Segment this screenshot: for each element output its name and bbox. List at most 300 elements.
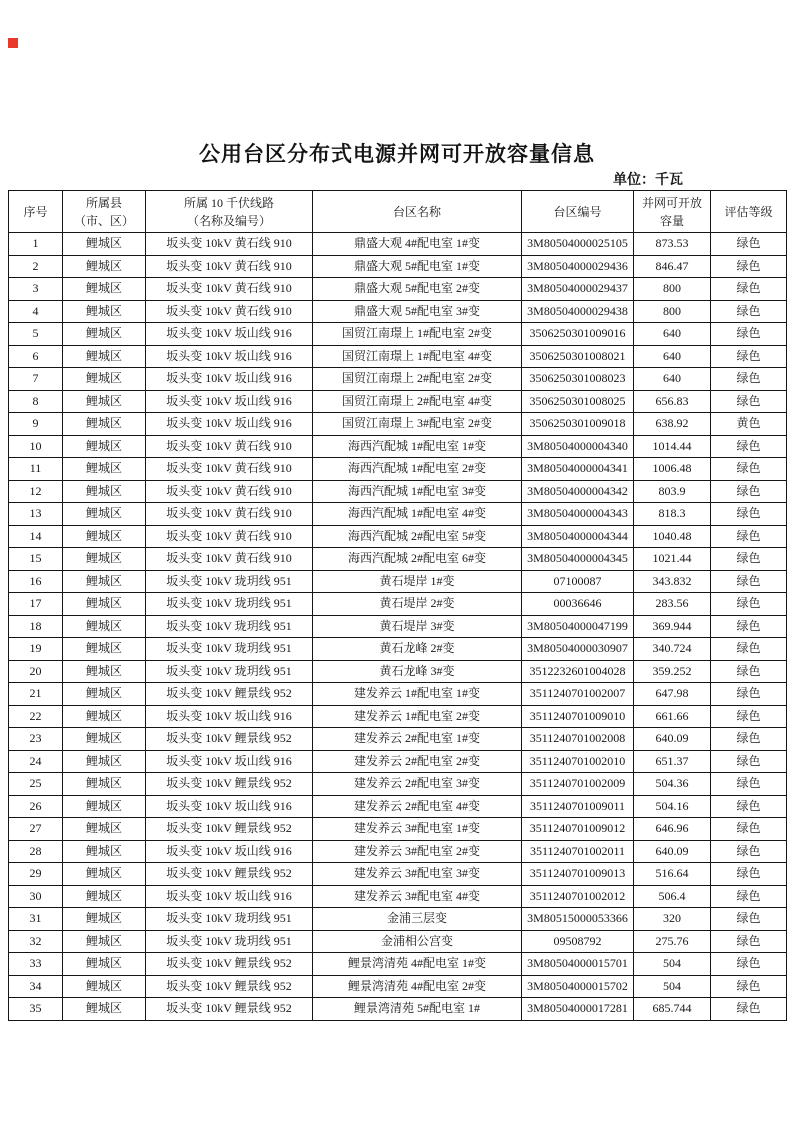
cell-station-id: 00036646 <box>522 593 634 616</box>
cell-capacity: 873.53 <box>634 233 711 256</box>
table-row <box>9 998 787 1021</box>
cell-county: 鲤城区 <box>63 953 146 976</box>
header-line-line2: （名称及编号） <box>186 213 271 228</box>
cell-seq: 13 <box>9 503 63 526</box>
cell-seq: 4 <box>9 300 63 323</box>
cell-capacity: 818.3 <box>634 503 711 526</box>
cell-capacity: 640 <box>634 345 711 368</box>
cell-station-id: 3511240701002008 <box>522 728 634 751</box>
table-row <box>9 323 787 346</box>
cell-station-id: 3511240701002011 <box>522 840 634 863</box>
cell-line: 坂头变 10kV 珑玥线 951 <box>146 660 313 683</box>
cell-capacity: 803.9 <box>634 480 711 503</box>
cell-capacity: 340.724 <box>634 638 711 661</box>
cell-station-name: 国贸江南璟上 1#配电室 2#变 <box>313 323 522 346</box>
cell-station-name: 建发养云 2#配电室 3#变 <box>313 773 522 796</box>
header-grade-label: 评估等级 <box>724 204 773 219</box>
cell-station-name: 鲤景湾清苑 5#配电室 1# <box>313 998 522 1021</box>
table-row <box>9 750 787 773</box>
cell-grade: 绿色 <box>711 638 787 661</box>
cell-seq: 23 <box>9 728 63 751</box>
cell-line: 坂头变 10kV 坂山线 916 <box>146 368 313 391</box>
table-row <box>9 278 787 301</box>
cell-grade: 绿色 <box>711 683 787 706</box>
cell-line: 坂头变 10kV 鲤景线 952 <box>146 975 313 998</box>
header-grade <box>711 191 787 233</box>
cell-grade: 绿色 <box>711 795 787 818</box>
cell-line: 坂头变 10kV 鲤景线 952 <box>146 728 313 751</box>
cell-seq: 18 <box>9 615 63 638</box>
header-station-id <box>522 191 634 233</box>
cell-capacity: 656.83 <box>634 390 711 413</box>
cell-station-id: 3M80504000030907 <box>522 638 634 661</box>
cell-station-id: 3M80504000004342 <box>522 480 634 503</box>
cell-station-name: 国贸江南璟上 3#配电室 2#变 <box>313 413 522 436</box>
cell-station-name: 黄石龙峰 2#变 <box>313 638 522 661</box>
cell-county: 鲤城区 <box>63 930 146 953</box>
cell-grade: 绿色 <box>711 953 787 976</box>
cell-grade: 绿色 <box>711 863 787 886</box>
page-title: 公用台区分布式电源并网可开放容量信息 <box>199 143 595 166</box>
cell-grade: 绿色 <box>711 525 787 548</box>
cell-county: 鲤城区 <box>63 795 146 818</box>
header-station-name <box>313 191 522 233</box>
cell-county: 鲤城区 <box>63 300 146 323</box>
cell-county: 鲤城区 <box>63 413 146 436</box>
cell-grade: 绿色 <box>711 998 787 1021</box>
cell-seq: 8 <box>9 390 63 413</box>
cell-grade: 绿色 <box>711 818 787 841</box>
cell-station-id: 3511240701009012 <box>522 818 634 841</box>
table-row <box>9 885 787 908</box>
cell-grade: 绿色 <box>711 975 787 998</box>
red-annotation-mark <box>8 38 18 48</box>
cell-capacity: 369.944 <box>634 615 711 638</box>
cell-line: 坂头变 10kV 坂山线 916 <box>146 345 313 368</box>
cell-seq: 29 <box>9 863 63 886</box>
cell-line: 坂头变 10kV 鲤景线 952 <box>146 773 313 796</box>
table-row <box>9 660 787 683</box>
cell-seq: 6 <box>9 345 63 368</box>
cell-capacity: 1006.48 <box>634 458 711 481</box>
cell-station-name: 黄石龙峰 3#变 <box>313 660 522 683</box>
cell-seq: 30 <box>9 885 63 908</box>
cell-line: 坂头变 10kV 珑玥线 951 <box>146 638 313 661</box>
cell-station-name: 建发养云 3#配电室 4#变 <box>313 885 522 908</box>
cell-seq: 5 <box>9 323 63 346</box>
cell-seq: 22 <box>9 705 63 728</box>
cell-seq: 28 <box>9 840 63 863</box>
header-capacity-line1: 并网可开放 <box>641 195 702 210</box>
table-row <box>9 773 787 796</box>
table-row <box>9 300 787 323</box>
cell-seq: 34 <box>9 975 63 998</box>
table-row <box>9 435 787 458</box>
table-row <box>9 953 787 976</box>
cell-seq: 31 <box>9 908 63 931</box>
cell-seq: 35 <box>9 998 63 1021</box>
cell-county: 鲤城区 <box>63 278 146 301</box>
cell-county: 鲤城区 <box>63 683 146 706</box>
table-row <box>9 795 787 818</box>
cell-county: 鲤城区 <box>63 638 146 661</box>
cell-county: 鲤城区 <box>63 570 146 593</box>
cell-county: 鲤城区 <box>63 750 146 773</box>
table-row <box>9 458 787 481</box>
cell-grade: 绿色 <box>711 233 787 256</box>
header-seq <box>9 191 63 233</box>
cell-station-id: 3511240701002007 <box>522 683 634 706</box>
cell-line: 坂头变 10kV 珑玥线 951 <box>146 930 313 953</box>
table-row <box>9 975 787 998</box>
cell-grade: 绿色 <box>711 458 787 481</box>
cell-county: 鲤城区 <box>63 728 146 751</box>
cell-grade: 绿色 <box>711 480 787 503</box>
table-row <box>9 480 787 503</box>
cell-seq: 24 <box>9 750 63 773</box>
cell-station-name: 金浦三层变 <box>313 908 522 931</box>
cell-line: 坂头变 10kV 黄石线 910 <box>146 503 313 526</box>
cell-line: 坂头变 10kV 坂山线 916 <box>146 323 313 346</box>
cell-line: 坂头变 10kV 黄石线 910 <box>146 525 313 548</box>
cell-county: 鲤城区 <box>63 458 146 481</box>
table-row <box>9 548 787 571</box>
cell-capacity: 651.37 <box>634 750 711 773</box>
cell-station-id: 3M80504000025105 <box>522 233 634 256</box>
cell-line: 坂头变 10kV 黄石线 910 <box>146 300 313 323</box>
cell-seq: 2 <box>9 255 63 278</box>
cell-seq: 14 <box>9 525 63 548</box>
cell-seq: 3 <box>9 278 63 301</box>
table-row <box>9 503 787 526</box>
cell-station-id: 3M80504000017281 <box>522 998 634 1021</box>
cell-county: 鲤城区 <box>63 368 146 391</box>
header-county-line2: （市、区） <box>73 213 134 228</box>
cell-seq: 7 <box>9 368 63 391</box>
cell-county: 鲤城区 <box>63 773 146 796</box>
cell-line: 坂头变 10kV 坂山线 916 <box>146 795 313 818</box>
cell-grade: 绿色 <box>711 390 787 413</box>
cell-grade: 绿色 <box>711 840 787 863</box>
cell-capacity: 504 <box>634 953 711 976</box>
table-row <box>9 840 787 863</box>
cell-station-name: 建发养云 3#配电室 1#变 <box>313 818 522 841</box>
cell-grade: 绿色 <box>711 278 787 301</box>
cell-line: 坂头变 10kV 坂山线 916 <box>146 390 313 413</box>
table-row <box>9 705 787 728</box>
cell-grade: 绿色 <box>711 615 787 638</box>
cell-capacity: 685.744 <box>634 998 711 1021</box>
cell-station-id: 3M80504000004340 <box>522 435 634 458</box>
table-row <box>9 863 787 886</box>
cell-capacity: 359.252 <box>634 660 711 683</box>
cell-line: 坂头变 10kV 鲤景线 952 <box>146 863 313 886</box>
cell-station-id: 3511240701002012 <box>522 885 634 908</box>
cell-station-name: 黄石堤岸 2#变 <box>313 593 522 616</box>
cell-station-id: 3M80504000029438 <box>522 300 634 323</box>
table-row <box>9 638 787 661</box>
cell-line: 坂头变 10kV 黄石线 910 <box>146 458 313 481</box>
cell-line: 坂头变 10kV 黄石线 910 <box>146 548 313 571</box>
cell-county: 鲤城区 <box>63 233 146 256</box>
cell-grade: 绿色 <box>711 908 787 931</box>
cell-station-name: 建发养云 3#配电室 2#变 <box>313 840 522 863</box>
cell-line: 坂头变 10kV 鲤景线 952 <box>146 818 313 841</box>
table-row <box>9 908 787 931</box>
cell-seq: 16 <box>9 570 63 593</box>
cell-line: 坂头变 10kV 坂山线 916 <box>146 750 313 773</box>
cell-seq: 20 <box>9 660 63 683</box>
capacity-table-body <box>9 233 787 1021</box>
cell-station-id: 3M80504000015701 <box>522 953 634 976</box>
cell-line: 坂头变 10kV 鲤景线 952 <box>146 953 313 976</box>
cell-seq: 17 <box>9 593 63 616</box>
cell-county: 鲤城区 <box>63 863 146 886</box>
cell-station-name: 鼎盛大观 4#配电室 1#变 <box>313 233 522 256</box>
capacity-table <box>8 190 787 1021</box>
cell-line: 坂头变 10kV 坂山线 916 <box>146 413 313 436</box>
cell-capacity: 504.36 <box>634 773 711 796</box>
cell-capacity: 800 <box>634 278 711 301</box>
cell-station-id: 3506250301008021 <box>522 345 634 368</box>
table-row <box>9 345 787 368</box>
cell-station-id: 07100087 <box>522 570 634 593</box>
cell-county: 鲤城区 <box>63 615 146 638</box>
cell-grade: 绿色 <box>711 368 787 391</box>
cell-county: 鲤城区 <box>63 908 146 931</box>
cell-grade: 绿色 <box>711 593 787 616</box>
cell-station-id: 3M80504000047199 <box>522 615 634 638</box>
cell-county: 鲤城区 <box>63 593 146 616</box>
cell-station-name: 建发养云 3#配电室 3#变 <box>313 863 522 886</box>
cell-station-name: 鼎盛大观 5#配电室 3#变 <box>313 300 522 323</box>
table-row <box>9 570 787 593</box>
cell-grade: 黄色 <box>711 413 787 436</box>
cell-station-name: 国贸江南璟上 2#配电室 4#变 <box>313 390 522 413</box>
cell-station-id: 3M80504000029436 <box>522 255 634 278</box>
cell-capacity: 640.09 <box>634 728 711 751</box>
table-row <box>9 615 787 638</box>
cell-station-id: 3506250301009018 <box>522 413 634 436</box>
cell-capacity: 275.76 <box>634 930 711 953</box>
cell-county: 鲤城区 <box>63 840 146 863</box>
table-row <box>9 593 787 616</box>
cell-station-id: 3511240701002010 <box>522 750 634 773</box>
cell-county: 鲤城区 <box>63 255 146 278</box>
cell-capacity: 640 <box>634 368 711 391</box>
cell-seq: 11 <box>9 458 63 481</box>
cell-capacity: 320 <box>634 908 711 931</box>
cell-station-name: 鲤景湾清苑 4#配电室 1#变 <box>313 953 522 976</box>
cell-station-id: 3511240701002009 <box>522 773 634 796</box>
cell-grade: 绿色 <box>711 345 787 368</box>
cell-grade: 绿色 <box>711 435 787 458</box>
header-county-line1: 所属县 <box>85 195 122 210</box>
cell-station-id: 3511240701009013 <box>522 863 634 886</box>
cell-seq: 15 <box>9 548 63 571</box>
cell-station-id: 3M80504000004341 <box>522 458 634 481</box>
cell-county: 鲤城区 <box>63 480 146 503</box>
cell-county: 鲤城区 <box>63 390 146 413</box>
header-seq-label: 序号 <box>23 204 48 219</box>
cell-line: 坂头变 10kV 黄石线 910 <box>146 278 313 301</box>
cell-seq: 9 <box>9 413 63 436</box>
cell-seq: 1 <box>9 233 63 256</box>
unit-label: 单位：千瓦 <box>613 171 683 187</box>
cell-capacity: 800 <box>634 300 711 323</box>
cell-station-name: 海西汽配城 1#配电室 4#变 <box>313 503 522 526</box>
header-station-name-label: 台区名称 <box>392 204 441 219</box>
cell-grade: 绿色 <box>711 503 787 526</box>
cell-seq: 25 <box>9 773 63 796</box>
cell-line: 坂头变 10kV 鲤景线 952 <box>146 998 313 1021</box>
table-row <box>9 255 787 278</box>
cell-county: 鲤城区 <box>63 345 146 368</box>
cell-station-id: 3512232601004028 <box>522 660 634 683</box>
cell-seq: 12 <box>9 480 63 503</box>
cell-station-name: 国贸江南璟上 1#配电室 4#变 <box>313 345 522 368</box>
cell-seq: 32 <box>9 930 63 953</box>
cell-grade: 绿色 <box>711 728 787 751</box>
cell-station-id: 3M80504000015702 <box>522 975 634 998</box>
cell-station-name: 海西汽配城 1#配电室 1#变 <box>313 435 522 458</box>
table-row <box>9 930 787 953</box>
cell-station-name: 鼎盛大观 5#配电室 1#变 <box>313 255 522 278</box>
cell-line: 坂头变 10kV 黄石线 910 <box>146 435 313 458</box>
cell-line: 坂头变 10kV 黄石线 910 <box>146 255 313 278</box>
cell-station-name: 黄石堤岸 1#变 <box>313 570 522 593</box>
table-row <box>9 525 787 548</box>
cell-seq: 19 <box>9 638 63 661</box>
cell-county: 鲤城区 <box>63 435 146 458</box>
cell-capacity: 647.98 <box>634 683 711 706</box>
cell-grade: 绿色 <box>711 930 787 953</box>
table-header-row <box>9 191 787 233</box>
cell-capacity: 516.64 <box>634 863 711 886</box>
cell-station-name: 金浦相公宫变 <box>313 930 522 953</box>
cell-grade: 绿色 <box>711 773 787 796</box>
cell-line: 坂头变 10kV 坂山线 916 <box>146 840 313 863</box>
cell-line: 坂头变 10kV 坂山线 916 <box>146 885 313 908</box>
cell-capacity: 283.56 <box>634 593 711 616</box>
cell-station-name: 建发养云 2#配电室 4#变 <box>313 795 522 818</box>
cell-county: 鲤城区 <box>63 548 146 571</box>
cell-station-name: 海西汽配城 2#配电室 5#变 <box>313 525 522 548</box>
cell-capacity: 1021.44 <box>634 548 711 571</box>
cell-capacity: 640 <box>634 323 711 346</box>
cell-grade: 绿色 <box>711 705 787 728</box>
cell-capacity: 1040.48 <box>634 525 711 548</box>
cell-grade: 绿色 <box>711 548 787 571</box>
header-county <box>63 191 146 233</box>
cell-station-name: 黄石堤岸 3#变 <box>313 615 522 638</box>
cell-county: 鲤城区 <box>63 660 146 683</box>
cell-capacity: 506.4 <box>634 885 711 908</box>
cell-capacity: 504.16 <box>634 795 711 818</box>
cell-capacity: 343.832 <box>634 570 711 593</box>
cell-seq: 33 <box>9 953 63 976</box>
cell-station-id: 3M80515000053366 <box>522 908 634 931</box>
cell-county: 鲤城区 <box>63 885 146 908</box>
cell-station-name: 建发养云 2#配电室 1#变 <box>313 728 522 751</box>
cell-seq: 21 <box>9 683 63 706</box>
cell-grade: 绿色 <box>711 660 787 683</box>
cell-seq: 27 <box>9 818 63 841</box>
cell-grade: 绿色 <box>711 885 787 908</box>
cell-capacity: 846.47 <box>634 255 711 278</box>
cell-station-name: 鼎盛大观 5#配电室 2#变 <box>313 278 522 301</box>
cell-station-name: 海西汽配城 2#配电室 6#变 <box>313 548 522 571</box>
cell-line: 坂头变 10kV 鲤景线 952 <box>146 683 313 706</box>
cell-seq: 26 <box>9 795 63 818</box>
cell-station-id: 09508792 <box>522 930 634 953</box>
cell-county: 鲤城区 <box>63 818 146 841</box>
cell-station-id: 3506250301008023 <box>522 368 634 391</box>
table-row <box>9 413 787 436</box>
cell-capacity: 638.92 <box>634 413 711 436</box>
table-row <box>9 683 787 706</box>
cell-grade: 绿色 <box>711 750 787 773</box>
cell-seq: 10 <box>9 435 63 458</box>
header-capacity-line2: 容量 <box>659 213 684 228</box>
cell-station-id: 3M80504000004343 <box>522 503 634 526</box>
cell-station-id: 3511240701009011 <box>522 795 634 818</box>
cell-county: 鲤城区 <box>63 998 146 1021</box>
table-row <box>9 818 787 841</box>
cell-grade: 绿色 <box>711 323 787 346</box>
cell-county: 鲤城区 <box>63 323 146 346</box>
cell-county: 鲤城区 <box>63 705 146 728</box>
cell-station-name: 建发养云 1#配电室 2#变 <box>313 705 522 728</box>
cell-station-id: 3M80504000029437 <box>522 278 634 301</box>
cell-station-name: 鲤景湾清苑 4#配电室 2#变 <box>313 975 522 998</box>
cell-station-id: 3511240701009010 <box>522 705 634 728</box>
cell-line: 坂头变 10kV 黄石线 910 <box>146 233 313 256</box>
cell-line: 坂头变 10kV 珑玥线 951 <box>146 615 313 638</box>
cell-station-name: 海西汽配城 1#配电室 2#变 <box>313 458 522 481</box>
table-row <box>9 390 787 413</box>
cell-station-name: 建发养云 2#配电室 2#变 <box>313 750 522 773</box>
header-line <box>146 191 313 233</box>
table-row <box>9 728 787 751</box>
cell-station-id: 3506250301009016 <box>522 323 634 346</box>
cell-station-id: 3506250301008025 <box>522 390 634 413</box>
cell-station-id: 3M80504000004344 <box>522 525 634 548</box>
cell-station-name: 建发养云 1#配电室 1#变 <box>313 683 522 706</box>
cell-capacity: 1014.44 <box>634 435 711 458</box>
cell-grade: 绿色 <box>711 570 787 593</box>
cell-station-id: 3M80504000004345 <box>522 548 634 571</box>
cell-line: 坂头变 10kV 珑玥线 951 <box>146 908 313 931</box>
table-row <box>9 233 787 256</box>
cell-county: 鲤城区 <box>63 975 146 998</box>
cell-capacity: 646.96 <box>634 818 711 841</box>
cell-capacity: 504 <box>634 975 711 998</box>
cell-grade: 绿色 <box>711 255 787 278</box>
cell-line: 坂头变 10kV 珑玥线 951 <box>146 593 313 616</box>
cell-station-name: 国贸江南璟上 2#配电室 2#变 <box>313 368 522 391</box>
cell-county: 鲤城区 <box>63 525 146 548</box>
cell-county: 鲤城区 <box>63 503 146 526</box>
cell-grade: 绿色 <box>711 300 787 323</box>
cell-line: 坂头变 10kV 珑玥线 951 <box>146 570 313 593</box>
cell-line: 坂头变 10kV 坂山线 916 <box>146 705 313 728</box>
header-capacity <box>634 191 711 233</box>
header-station-id-label: 台区编号 <box>553 204 602 219</box>
cell-station-name: 海西汽配城 1#配电室 3#变 <box>313 480 522 503</box>
table-row <box>9 368 787 391</box>
cell-line: 坂头变 10kV 黄石线 910 <box>146 480 313 503</box>
